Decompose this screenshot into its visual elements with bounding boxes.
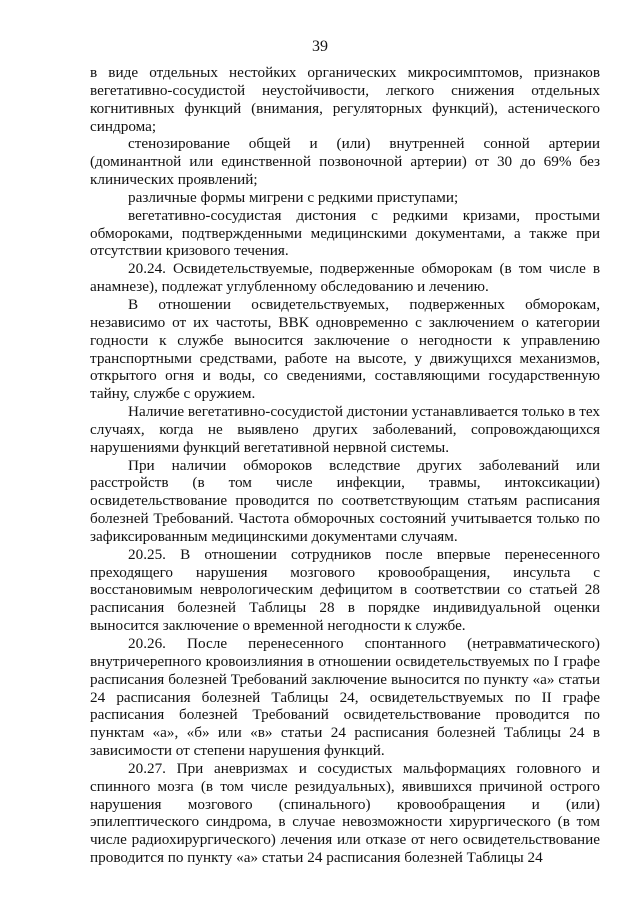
paragraph: стенозирование общей и (или) внутренней сонной артерии (доминантной или единственной позвоночной артерии) от 30 до 69% без клинических проявлений; xyxy=(90,135,600,189)
paragraph: вегетативно-сосудистая дистония с редкими кризами, простыми обмороками, подтвержденными медицинскими документами, а также при отсутствии кризового течения. xyxy=(90,206,600,260)
paragraph: Наличие вегетативно-сосудистой дистонии устанавливается только в тех случаях, когда не выявлено других заболеваний, сопровождающихся нарушениями функций вегетативной нервной системы. xyxy=(90,403,600,456)
paragraph-20-27: 20.27. При аневризмах и сосудистых мальформациях головного и спинного мозга (в том числе резидуальных), явившихся причиной острого нарушения мозгового (спинального) кровообращения и (или) эпилептического синдрома, в случае невозможности хирургического (в том числе радиохирургического) лечения или отказе от него освидетельствование проводится по пункту «а» статьи 24 расписания болезней Таблицы 24 xyxy=(90,759,600,867)
paragraph: В отношении освидетельствуемых, подверженных обморокам, независимо от их частоты, ВВК одновременно с заключением о категории годности к службе выносится заключение о негодности к управлению транспортными средствами, работе на высоте, у движущихся механизмов, открытого огня и воды, со сведениями, составляющими государственную тайну, службе с оружием. xyxy=(90,295,600,403)
paragraph-continuation: в виде отдельных нестойких органических микросимптомов, признаков вегетативно-сосудистой неустойчивости, легкого снижения отдельных когнитивных функций (внимания, регуляторных функций), астенического синдрома; xyxy=(90,64,600,135)
page-number: 39 xyxy=(312,38,328,55)
paragraph-20-26: 20.26. После перенесенного спонтанного (нетравматического) внутричерепного кровоизлияния в отношении освидетельствуемых по I графе расписания болезней Требований заключение выносится по пункту «а» статьи 24 расписания болезней Таблицы 24, освидетельствуемых по II графе расписания болезней Требований освидетельствование проводится по пунктам «а», «б» или «в» статьи 24 расписания болезней Таблицы 24 в зависимости от степени нарушения функций. xyxy=(90,635,600,760)
paragraph: При наличии обмороков вследствие других заболеваний или расстройств (в том числе инфекции, травмы, интоксикации) освидетельствование проводится по соответствующим статьям расписания болезней Требований. Частота обморочных состояний учитывается только по зафиксированным медицинскими документами случаям. xyxy=(90,456,600,545)
paragraph-20-24: 20.24. Освидетельствуемые, подверженные обморокам (в том числе в анамнезе), подлежат углубленному обследованию и лечению. xyxy=(90,260,600,296)
paragraph-20-25: 20.25. В отношении сотрудников после впервые перенесенного преходящего нарушения мозгового кровообращения, инсульта с восстановимым неврологическим дефицитом в соответствии со статьей 28 расписания болезней Таблицы 28 в порядке индивидуальной оценки выносится заключение о временной негодности к службе. xyxy=(90,545,600,635)
body-text xyxy=(90,64,600,867)
paragraph: различные формы мигрени с редкими приступами; xyxy=(128,188,459,206)
